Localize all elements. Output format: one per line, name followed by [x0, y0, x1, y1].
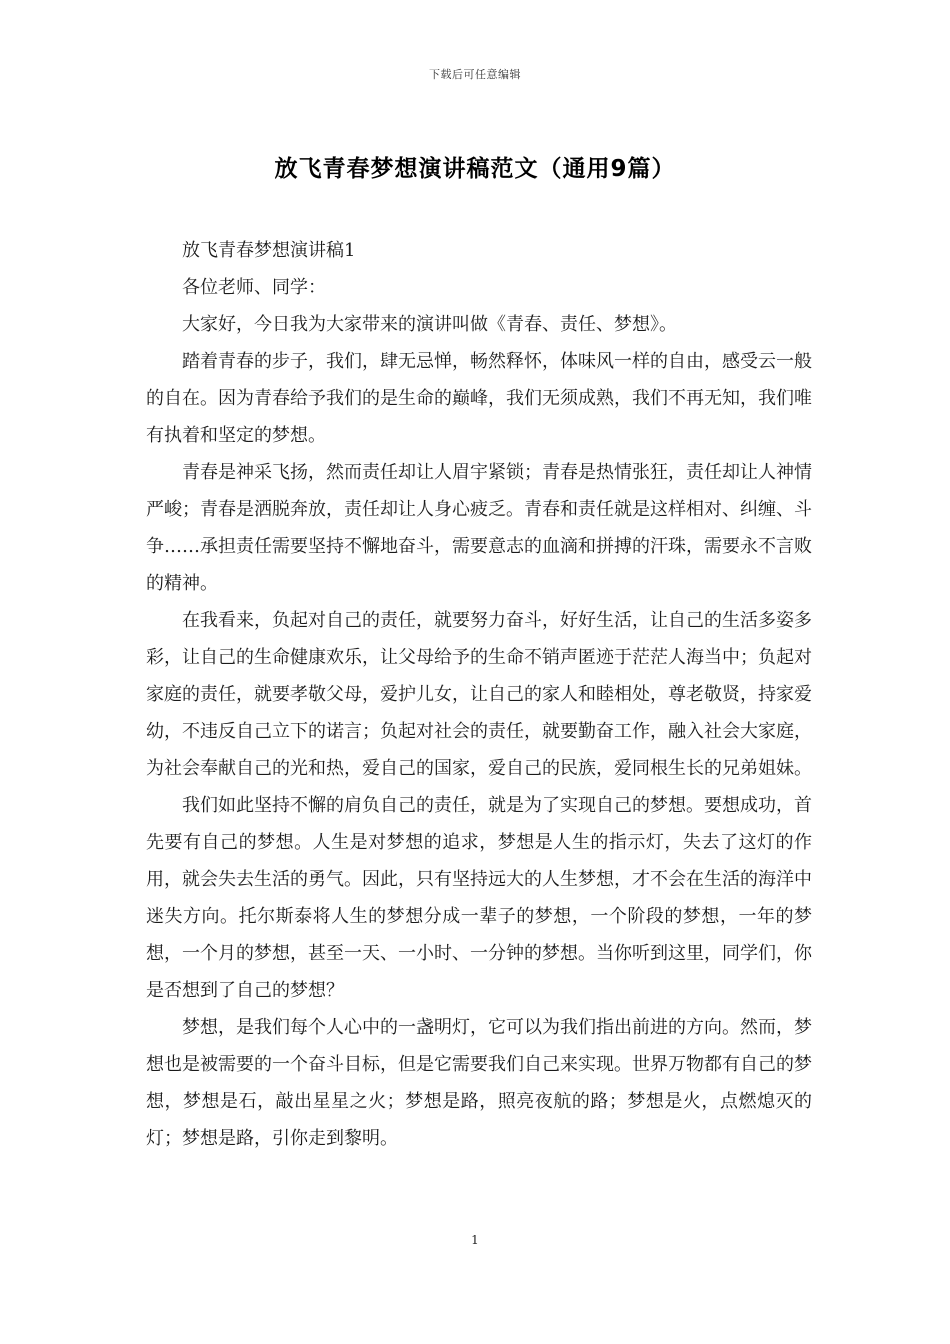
document-body [146, 232, 812, 1157]
header-note: 下载后可任意编辑 [429, 68, 521, 81]
body-paragraph: 大家好，今日我为大家带来的演讲叫做《青春、责任、梦想》。 [182, 314, 677, 335]
body-paragraph: 梦想，是我们每个人心中的一盏明灯，它可以为我们指出前进的方向。然而，梦想也是被需要的一个奋斗目标，但是它需要我们自己来实现。世界万物都有自己的梦想，梦想是石，敲出星星之火；梦想是路，照亮夜航的路；梦想是火，点燃熄灭的灯；梦想是路，引你走到黎明。 [146, 1017, 812, 1149]
document-title: 放飞青春梦想演讲稿范文（通用9篇） [274, 156, 676, 182]
body-paragraph: 在我看来，负起对自己的责任，就要努力奋斗，好好生活，让自己的生活多姿多彩，让自己的生命健康欢乐，让父母给予的生命不销声匿迹于茫茫人海当中；负起对家庭的责任，就要孝敬父母，爱护儿女，让自己的家人和睦相处，尊老敬贤，持家爱幼，不违反自己立下的诺言；负起对社会的责任，就要勤奋工作，融入社会大家庭，为社会奉献自己的光和热，爱自己的国家，爱自己的民族，爱同根生长的兄弟姐妹。 [146, 610, 812, 779]
page-number: 1 [471, 1233, 479, 1247]
body-paragraph: 青春是神采飞扬，然而责任却让人眉宇紧锁；青春是热情张狂，责任却让人神情严峻；青春是洒脱奔放，责任却让人身心疲乏。青春和责任就是这样相对、纠缠、斗争……承担责任需要坚持不懈地奋斗，需要意志的血滴和拼搏的汗珠，需要永不言败的精神。 [146, 462, 812, 594]
salutation: 各位老师、同学： [182, 277, 326, 298]
body-paragraph: 踏着青春的步子，我们，肆无忌惮，畅然释怀，体味风一样的自由，感受云一般的自在。因为青春给予我们的是生命的巅峰，我们无须成熟，我们不再无知，我们唯有执着和坚定的梦想。 [146, 351, 812, 446]
body-paragraph: 我们如此坚持不懈的肩负自己的责任，就是为了实现自己的梦想。要想成功，首先要有自己的梦想。人生是对梦想的追求，梦想是人生的指示灯，失去了这灯的作用，就会失去生活的勇气。因此，只有坚持远大的人生梦想，才不会在生活的海洋中迷失方向。托尔斯泰将人生的梦想分成一辈子的梦想，一个阶段的梦想，一年的梦想，一个月的梦想，甚至一天、一小时、一分钟的梦想。当你听到这里，同学们，你是否想到了自己的梦想？ [146, 795, 812, 1001]
speech-heading: 放飞青春梦想演讲稿1 [182, 240, 356, 261]
